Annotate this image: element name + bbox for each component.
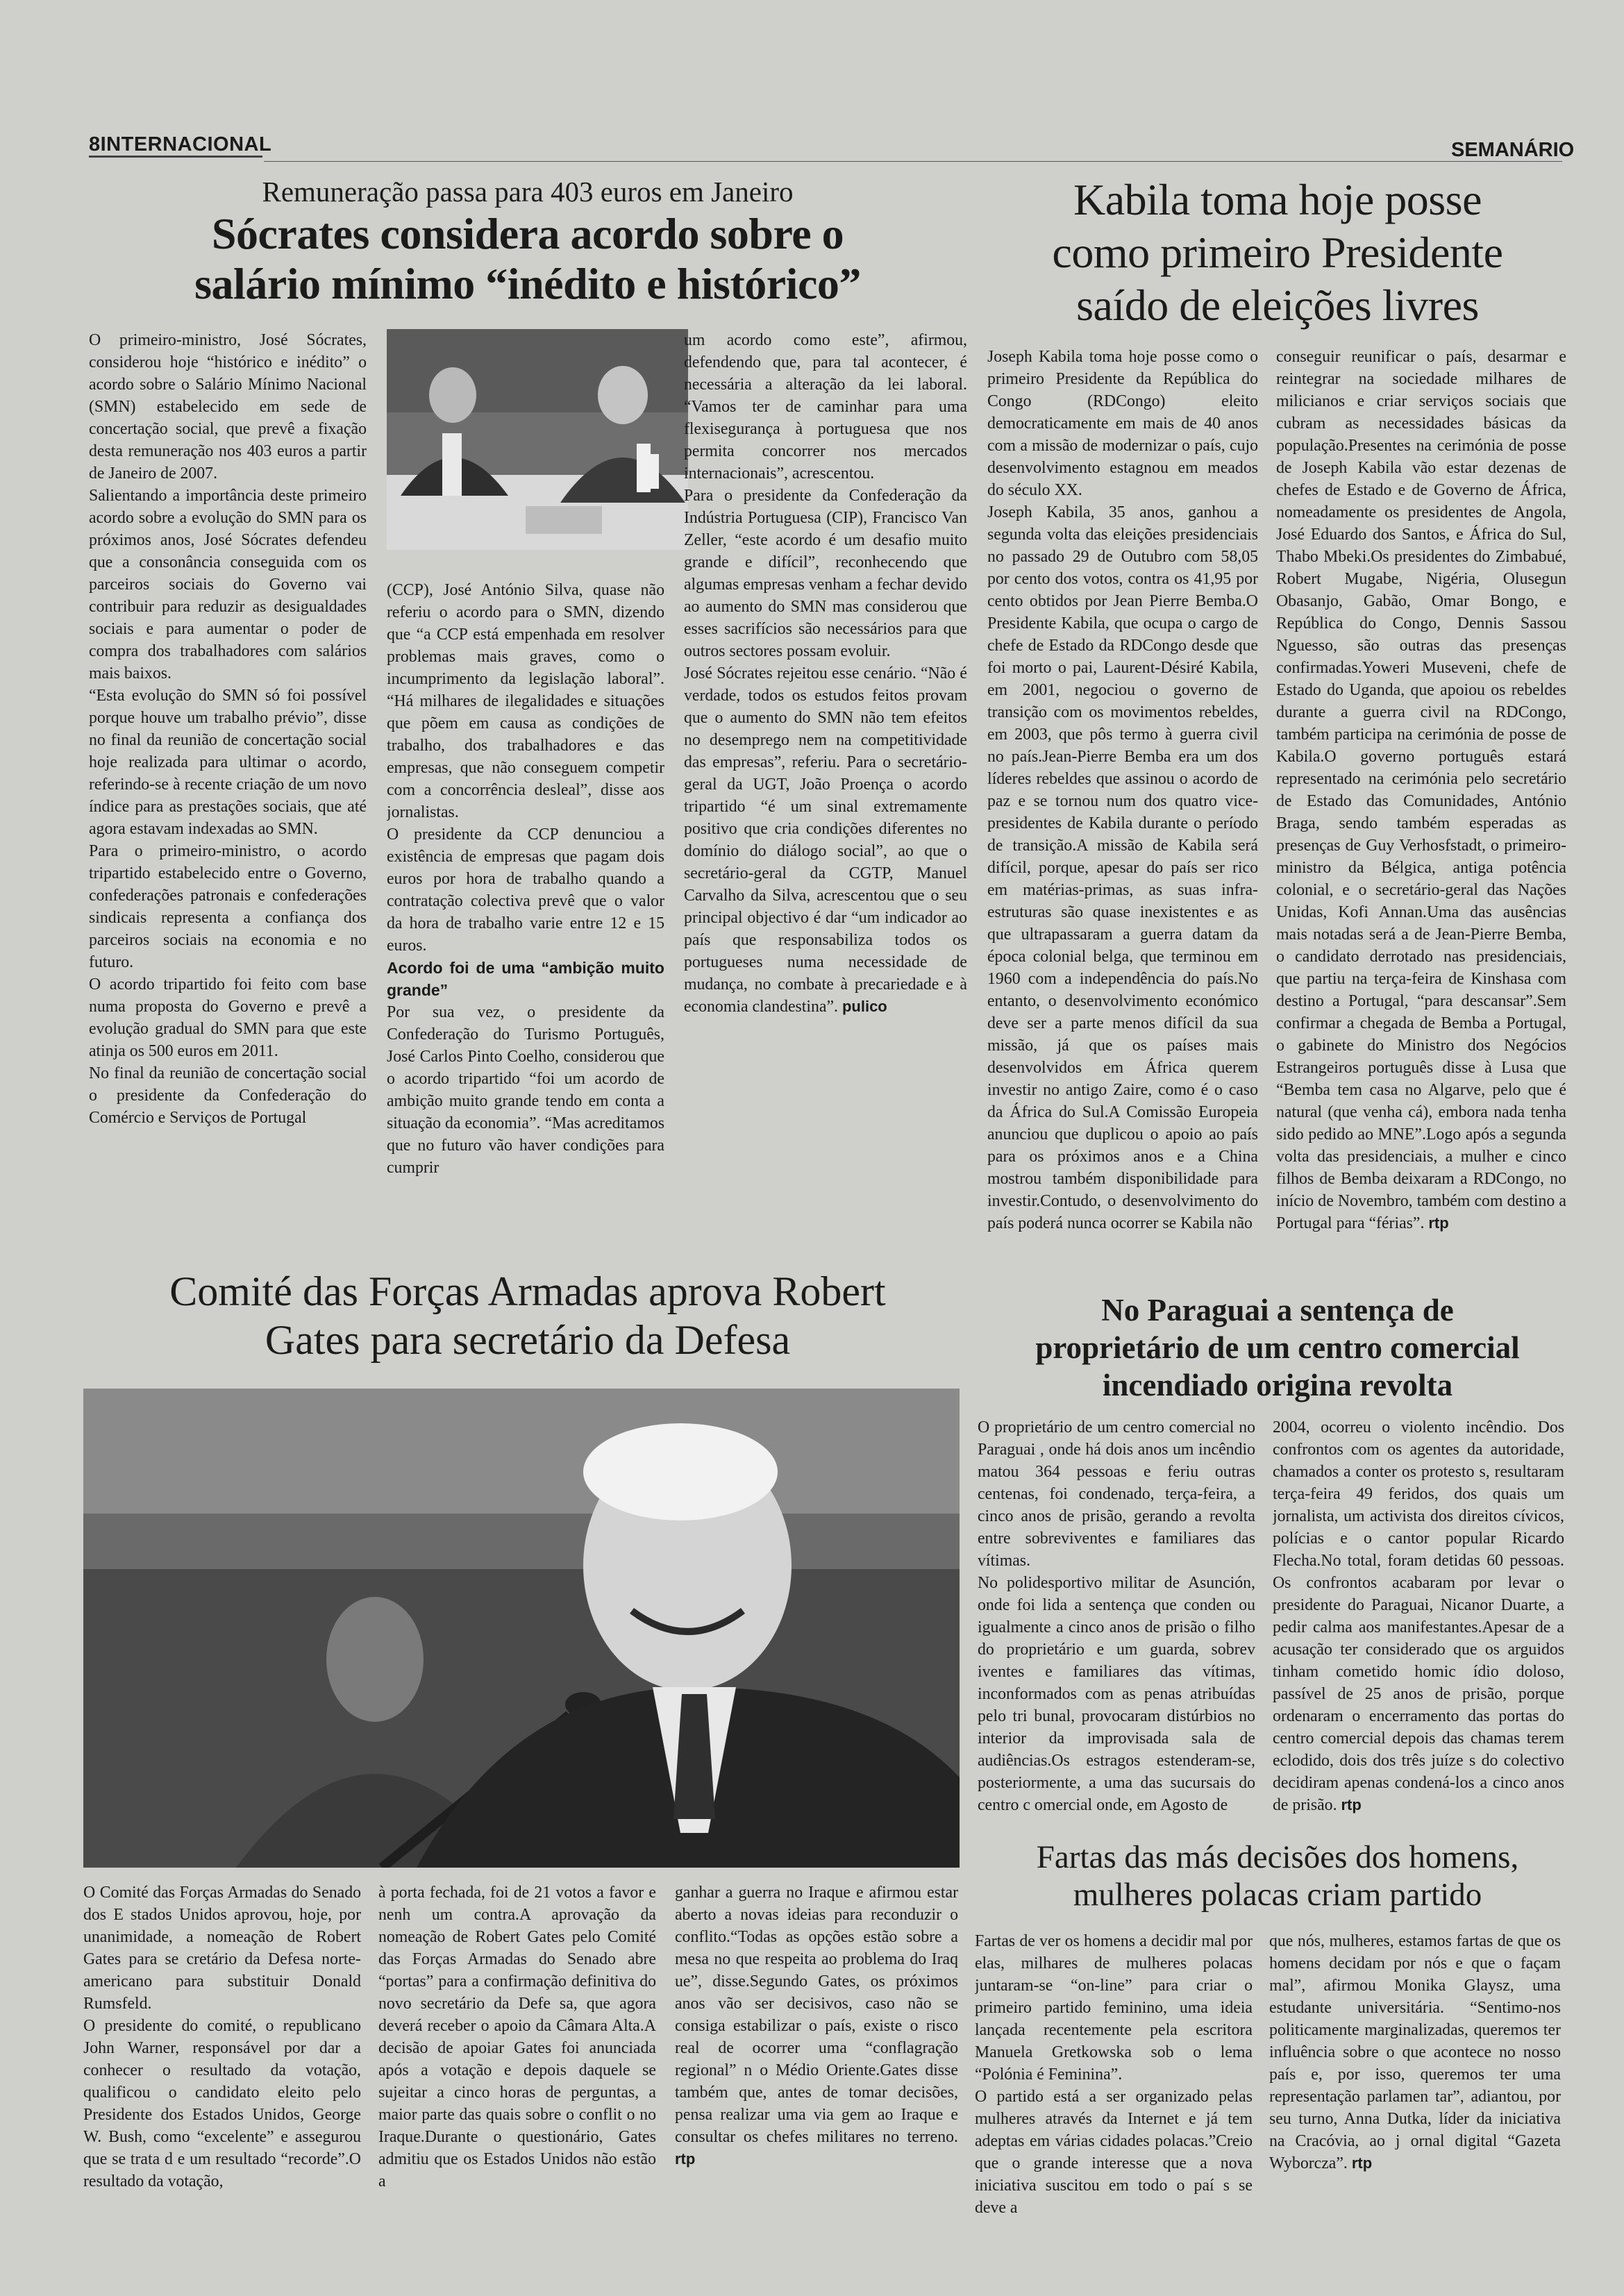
paragraph: O primeiro-ministro, José Sócrates, considerou hoje “histórico e inédito” o acordo sobre o Salário Mínimo Nacional (SMN) estabelecido em sede de concertação social, que prevê a fixação desta remuneração nos 403 euros a partir de Janeiro de 2007. [89,331,367,483]
paragraph: um acordo como este”, afirmou, defendendo que, para tal acontecer, é necessária a alteração da lei laboral. “Vamos ter de caminhar para uma flexisegurança à portuguesa que nos permita concorrer nos mercados internacionais”, acrescentou. [684,331,967,483]
paragraph: O presidente do comité, o republicano John Warner, responsável por dar a conhecer o resultado da votação, qualificou o candidato eleito pelo Presidente dos Estados Unidos, George W. Bush, como “excelente” e assegurou que se trata d e um resultado “recorde”.O resultado da votação, [83,2017,361,2190]
gates-headline-line1: Comité das Forças Armadas aprova Robert [169,1268,886,1314]
socrates-column-1 [89,329,367,1249]
folio-underline [89,156,262,158]
paraguai-column-1 [978,1416,1255,1833]
paragraph-text: 2004, ocorreu o violento incêndio. Dos confrontos com os agentes da autoridade, chamados a conter os protesto s, resultaram terça-feira 49 feridos, dos quais um jornalista, um activista dos direitos cívicos, polícias e o cantor popular Ricardo Flecha.No total, foram detidas 60 pessoas. Os confrontos acabaram por levar o presidente do Paraguai, Nicanor Duarte, a pedir calma aos manifestantes.Apesar de a acusação ter considerado que os arguidos tinham cometido homic ídio doloso, passível de 25 anos de prisão, porque ordenaram o encerramento das portas do centro comercial depois das chamas terem eclodido, dois dos três juíze s do colectivo decidiram apenas condená-los a cinco anos de prisão. [1273,1418,1564,1814]
gates-column-1 [83,1882,361,2208]
paraguai-headline-line2: proprietário de um centro comercial [1035,1330,1520,1365]
kabila-headline-line1: Kabila toma hoje posse [1073,175,1482,224]
paragraph-text: ganhar a guerra no Iraque e afirmou estar aberto a novas ideias para reconduzir o conflito.“Todas as opções estão sobre a mesa no que respeita ao problema do Iraq ue”, disse.Segundo Gates, os próximos anos vão ser decisivos, caso não se consiga estabilizar o país, existe o risco real de ocorrer uma “conflagração regional” n o Médio Oriente.Gates disse também que, antes de tomar decisões, pensa realizar uma via gem ao Iraque e consultar os chefes militares no terreno. [675,1884,958,2146]
paragraph: O presidente da CCP denunciou a existência de empresas que pagam dois euros por hora de trabalho quando a contratação colectiva prevê que o valor da hora de trabalho varie entre 12 e 15 euros. [387,826,664,955]
signature: rtp [1341,1796,1362,1813]
paragraph: Salientando a importância deste primeiro acordo sobre a evolução do SMN para os próximos anos, José Sócrates defendeu que a consonância conseguida com os parceiros sociais do Governo vai contribuir para reduzir as desigualdades sociais e para aumentar o poder de compra dos trabalhadores com salários mais baixos. [89,487,367,682]
paragraph: Para o presidente da Confederação da Indústria Portuguesa (CIP), Francisco Van Zeller, “este acordo é um desafio muito grande e difícil”, reconhecendo que algumas empresas venham a fechar devido ao aumento do SMN mas considerou que esses sacrifícios são necessários para que outros sectores possam evoluir. [684,487,967,660]
paragraph: O acordo tripartido foi feito com base numa proposta do Governo e prevê a evolução gradual do SMN para que este atinja os 500 euros em 2011. [89,975,367,1060]
kabila-column-1 [987,346,1258,1289]
paragraph-text: conseguir reunificar o país, desarmar e reintegrar na sociedade milhares de milicianos e criar serviços sociais que cubram as necessidades básicas da população.Presentes na cerimónia de posse de Joseph Kabila vão estar dezenas de chefes de Estado e de Governo de África, nomeadamente os presidentes de Angola, José Eduardo dos Santos, e África do Sul, Thabo Mbeki.Os presidentes do Zimbabué, Robert Mugabe, Nigéria, Olusegun Obasanjo, Gabão, Omar Bongo, e República do Congo, Dennis Sassou Nguesso, são outras das presenças confirmadas.Yoweri Museveni, chefe de Estado do Uganda, que apoiou os rebeldes durante a guerra civil na RDCongo, também participa na cerimónia de posse de Kabila.O governo português estará representado na cerimónia pelo secretário de Estado das Comunidades, António Braga, sendo também esperadas as presenças de Guy Verhosfstadt, o primeiro-ministro da Bélgica, antiga potência colonial, e o secretário-geral das Nações Unidas, Kofi Annan.Uma das ausências mais notadas será a de Jean-Pierre Bemba, o candidato derrotado nas presidenciais, que partiu na terça-feira de Kinshasa com destino a Portugal, “para descansar”.Sem confirmar a chegada de Bemba a Portugal, o gabinete do Ministro dos Negócios Estrangeiros português disse à Lusa que “Bemba tem casa no Algarve, pelo que é natural (que venha cá), embora nada tenha sido pedido ao MNE”.Logo após a segunda volta das presidenciais, a mulher e cinco filhos de Bemba deixaram a RDCongo, no início de Novembro, também com destino a Portugal para “férias”. [1276,348,1566,1232]
paragraph: No final da reunião de concertação social o presidente da Confederação do Comércio e Serviços de Portugal [89,1064,367,1127]
paraguai-column-2 [1273,1416,1564,1833]
paragraph: Para o primeiro-ministro, o acordo tripartido estabelecido entre o Governo, confederações patronais e confederações sindicais representa a confiança dos parceiros sociais na economia e no futuro. [89,842,367,971]
socrates-headline-line2: salário mínimo “inédito e histórico” [194,259,861,308]
signature: rtp [1351,2154,1373,2172]
polacas-column-1 [975,1930,1253,2229]
gates-photo [83,1389,960,1868]
paragraph [684,662,967,1018]
polacas-headline-line1: Fartas das más decisões dos homens, [1036,1839,1519,1875]
paragraph: Joseph Kabila, 35 anos, ganhou a segunda volta das eleições presidenciais no passado 29 de Outubro com 58,05 por cento dos votos, contra os 41,95 por cento obtidos por Jean Pierre Bemba.O Presidente Kabila, que ocupa o cargo de chefe de Estado da RDCongo desde que foi morto o pai, Laurent-Désiré Kabila, em 2001, negociou o governo de transição com os movimentos rebeldes, em 2003, que pôs termo à guerra civil no país.Jean-Pierre Bemba era um dos líderes rebeldes que assinou o acordo de paz e se tornou num dos quatro vice-presidentes de Kabila durante o período de transição.A missão de Kabila será difícil, porque, apesar do país ser rico em matérias-primas, as suas infra-estruturas são quase inexistentes e as que ultrapassaram a guerra datam da época colonial belga, que terminou em 1960 com a independência do país.No entanto, o desenvolvimento económico deve ser a parte menos difícil da sua missão, já que os países mais desenvolvidos em África querem investir no antigo Zaire, como é o caso da África do Sul.A Comissão Europeia anunciou que duplicou o apoio ao país para os próximos anos e a China mostrou também disponibilidade para investir.Contudo, o desenvolvimento do país poderá nunca ocorrer se Kabila não [987,503,1258,1232]
paragraph [1273,1416,1564,1816]
paragraph: Fartas de ver os homens a decidir mal por elas, milhares de mulheres polacas juntaram-se “on-line” para criar o primeiro partido feminino, uma ideia lançada recentemente pela escritora Manuela Gretkowska sob o lema “Polónia é Feminina”. [975,1932,1253,2084]
gates-column-2 [378,1882,656,2208]
paragraph: Joseph Kabila toma hoje posse como o primeiro Presidente da República do Congo (RDCongo) eleito democraticamente em mais de 40 anos com a missão de modernizar o país, cujo desenvolvimento estagnou em meados do século XX. [987,348,1258,499]
gates-column-3 [675,1882,958,2208]
kabila-headline-line3: saído de eleições livres [1076,280,1479,330]
paragraph: No polidesportivo militar de Asunción, onde foi lida a sentença que conden ou igualmente a cinco anos de prisão o filho do proprietário e um guarda, sobrev iventes e familiares das vítimas, inconformados com as penas atribuídas pelo tri bunal, provocaram distúrbios no interior da improvisada sala de audiências.Os estragos estenderam-se, posteriormente, a uma das sucursais do centro c omercial onde, em Agosto de [978,1574,1255,1814]
polacas-column-2 [1269,1930,1561,2229]
paragraph: O proprietário de um centro comercial no Paraguai , onde há dois anos um incêndio matou 364 pessoas e feriu outras centenas, foi condenado, terça-feira, a cinco anos de prisão, gerando a revolta entre sobreviventes e familiares das vítimas. [978,1418,1255,1570]
signature: pulico [842,998,887,1015]
paragraph: O partido está a ser organizado pelas mulheres através da Internet e já tem adeptas em várias cidades polacas.”Creio que o grande interesse que a nova iniciativa suscitou em todo o paí s se deve a [975,2088,1253,2217]
paraguai-headline-line3: incendiado origina revolta [1102,1368,1453,1402]
kabila-headline-line2: como primeiro Presidente [1052,228,1503,277]
paragraph [675,1882,958,2170]
socrates-headline-line1: Sócrates considera acordo sobre o [211,209,844,258]
kabila-column-2 [1276,346,1566,1289]
polacas-headline-line2: mulheres polacas criam partido [1073,1877,1482,1913]
paragraph: “Esta evolução do SMN só foi possível porque houve um trabalho prévio”, disse no final da reunião de concertação social hoje realizada para ultimar o acordo, referindo-se à recente criação de um novo índice para as prestações sociais, que até agora estavam indexadas ao SMN. [89,687,367,838]
signature: rtp [1428,1214,1449,1232]
gates-headline-line2: Gates para secretário da Defesa [265,1317,791,1363]
paragraph: à porta fechada, foi de 21 votos a favor e nenh um contra.A aprovação da nomeação de Robert Gates pelo Comité das Forças Armadas do Senado abre “portas” para a confirmação definitiva do novo secretário da Defe sa, que agora deverá receber o apoio da Câmara Alta.A decisão de apoiar Gates foi anunciada após a votação e depois daquele se sujeitar a cinco horas de perguntas, a maior parte das quais sobre o conflit o no Iraque.Durante o questionário, Gates admitiu que os Estados Unidos não estão a [378,1884,656,2190]
paraguai-headline-line1: No Paraguai a sentença de [1101,1293,1454,1327]
paragraph-text: José Sócrates rejeitou esse cenário. “Não é verdade, todos os estudos feitos provam que o aumento do SMN não tem efeitos no desemprego nem na competitividade das empresas”, referiu. Para o secretário-geral da UGT, João Proença o acordo tripartido “é um sinal extremamente positivo que cria condições diferentes no domínio do diálogo social”, ao que o secretário-geral da CGTP, Manuel Carvalho da Silva, acrescentou que o seu principal objectivo é dar “um indicador ao país que responsabiliza todos os portugueses numa necessidade de mudança, no combate à precariedade e à economia clandestina”. [684,664,967,1016]
socrates-photo [387,329,688,550]
paragraph [1276,346,1566,1234]
paragraph: Por sua vez, o presidente da Confederação do Turismo Português, José Carlos Pinto Coelho, considerou que o acordo tripartido “foi um acordo de ambição muito grande tendo em conta a situação da economia”. “Mas acreditamos que no futuro vão haver condições para cumprir [387,1003,664,1177]
header-rule [264,161,1562,162]
paragraph [1269,1930,1561,2175]
socrates-kicker: Remuneração passa para 403 euros em Janeiro [262,176,794,208]
socrates-column-2 [387,579,664,1249]
paragraph-text: que nós, mulheres, estamos fartas de que os homens decidam por nós e que o façam mal”, afirmou Monika Glaysz, uma estudante universitária. “Sentimo-nos politicamente marginalizadas, queremos ter influência sobre o que acontece no nosso país e, por isso, queremos ter uma representação parlamen tar”, adiantou, por seu turno, Anna Dutka, líder da iniciativa na Cracóvia, ao j ornal digital “Gazeta Wyborcza”. [1269,1932,1561,2172]
section-folio: 8INTERNACIONAL [89,133,272,156]
paragraph: (CCP), José António Silva, quase não referiu o acordo para o SMN, dizendo que “a CCP está empenhada em resolver problemas mais graves, como o incumprimento da legislação laboral”. “Há milhares de ilegalidades e situações que põem em causa as condições de trabalho, dos trabalhadores e das empresas, que não conseguem competir com a concorrência desleal”, disse aos jornalistas. [387,581,664,821]
socrates-column-3 [684,329,967,1249]
paragraph: O Comité das Forças Armadas do Senado dos E stados Unidos aprovou, hoje, por unanimidade, a nomeação de Robert Gates para se cretário da Defesa norte-americano para substituir Donald Rumsfeld. [83,1884,361,2013]
signature: rtp [675,2150,696,2168]
socrates-subhead: Acordo foi de uma “ambição muito grande” [387,959,664,999]
newspaper-name: SEMANÁRIO [1451,139,1575,161]
